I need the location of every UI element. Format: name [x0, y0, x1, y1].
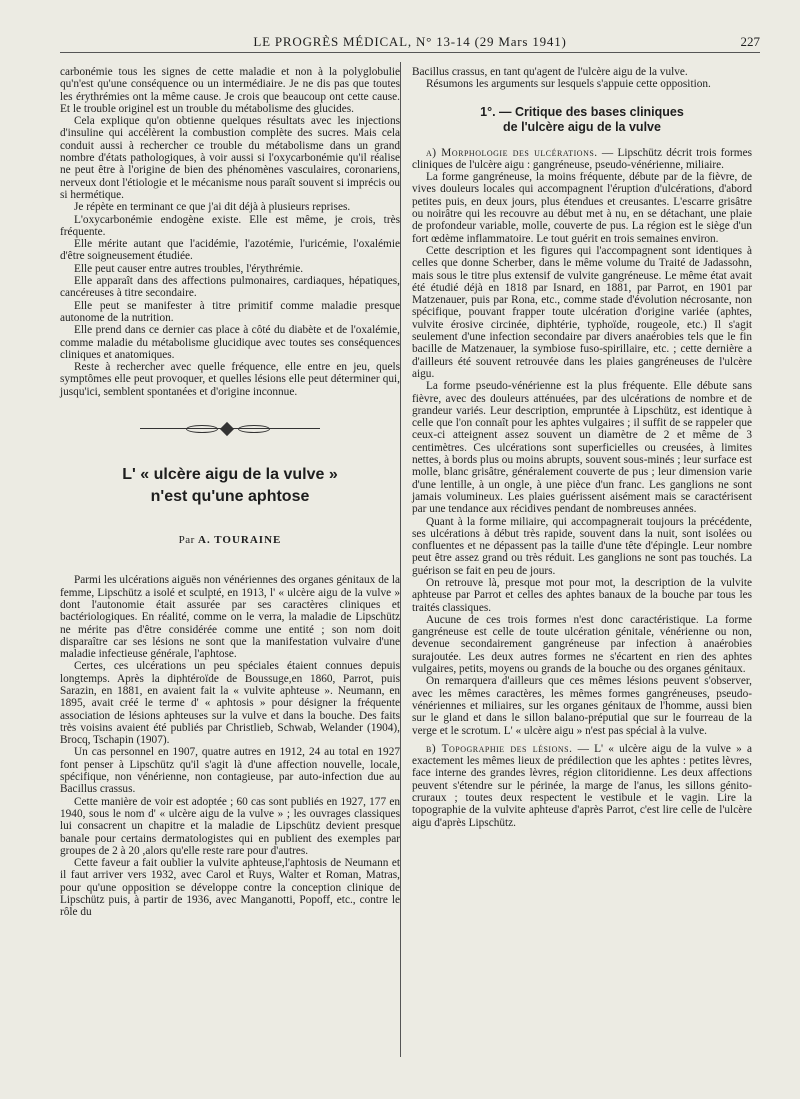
paragraph: Elle apparaît dans des affections pulmonaires, cardiaques, hépatiques, cancéreuses à titre secondaire. [60, 275, 400, 300]
subsection-b-text: — L' « ulcère aigu de la vulve » a exactement les mêmes lieux de prédilection que les aphtes : petites lèvres, face interne des grandes lèvres, région clitoridienne. Les deux affections peuvent s'étendre sur le périnée, la marge de l'anus, les sillons génito-cruraux ; toutes deux respectent le vestibule et le vagin. Lire la topographie de la vulvite aphteuse d'après Parrot, c'est lire celle de l'ulcère aigu d'après Lipschütz. [412, 742, 752, 829]
section-heading-line-2: de l'ulcère aigu de la vulve [503, 119, 661, 134]
section-heading [412, 105, 752, 135]
paragraph: Parmi les ulcérations aiguës non vénériennes des organes génitaux de la femme, Lipschütz a isolé et sculpté, en 1913, l' « ulcère aigu de la vulve » dont l'autonomie était assurée par ses caractères cliniques et bactériologiques. En réalité, comme on le verra, la maladie de Lipschütz ne mérite pas d'être considérée comme une entité ; son nom doit disparaître car ses lésions ne sont que la manifestation vulvaire d'une maladie infectieuse générale, l'aphtose. [60, 574, 400, 661]
subsection-b-label: b) Topographie des lésions. [426, 742, 573, 755]
section-ornament [140, 420, 320, 438]
page-number: 227 [740, 34, 760, 49]
left-column [60, 66, 400, 919]
paragraph: L'oxycarbonémie endogène existe. Elle est même, je crois, très fréquente. [60, 213, 400, 238]
journal-title: LE PROGRÈS MÉDICAL, N° 13-14 (29 Mars 1941) [253, 34, 567, 49]
paragraph: On remarquera d'ailleurs que ces mêmes lésions peuvent s'observer, avec les mêmes caractères, les mêmes formes gangréneuses, pseudo-vénériennes et miliaires, sur les organes génitaux de l'homme, aussi bien sur le gland et dans le sillon balano-préputial que sur le fourreau de la verge et le scrotum. L' « ulcère aigu » n'est pas spécial à la vulve. [412, 675, 752, 737]
paragraph: La forme gangréneuse, la moins fréquente, débute par de la fièvre, de vives douleurs locales qui accompagnent l'éruption d'ulcérations, d'abord petites puis, en deux jours, plus étendues et creusantes. L'escarre grisâtre ou noirâtre qui les recouvre au début met à nu, en se détachant, une plaie de profondeur variable, molle, couverte de pus. La région est le siège d'un fort œdème inflammatoire. Le tout guérit en trois semaines environ. [412, 171, 752, 245]
paragraph: Certes, ces ulcérations un peu spéciales étaient connues depuis longtemps. Après la diphtéroïde de Boussuge,en 1860, Parrot, puis Sarazin, en 1881, en avaient fait la « vulvite aphteuse ». Neumann, en 1895, avait créé le terme d' « aphtosis » pour désigner la fréquente association de lésions aphteuses sur la vulve et dans la bouche. Des faits très voisins avaient été publiés par Christlieb, Schwab, Welander (1904), Brocq, Tschapin (1907). [60, 660, 400, 747]
subsection-a-label: a) Morphologie des ulcérations. [426, 146, 598, 159]
paragraph: La forme pseudo-vénérienne est la plus fréquente. Elle débute sans fièvre, avec des douleurs atténuées, par des ulcérations de nombre et de grandeur variés. Leur description, empruntée à Lipschütz, est identique à celle que l'on connaît pour les aphtes vulgaires ; il suffit de se rappeler que ceux-ci atteignent assez souvent un diamètre de 2 et même de 3 centimètres. Ces ulcérations sont superficielles ou creusées, à limites nettes, à bords plus ou moins abrupts, souvent sous-minés ; leur surface est molle, blanc grisâtre, généralement couverte de pus ; leur dimension varie d'une lentille, à un ongle, à une pièce d'un franc. Les ganglions ne sont jamais volumineux. Les plaies guérissent aisément mais se caractérisent par une tendance aux récidives pendant de nombreuses années. [412, 380, 752, 516]
byline [60, 534, 400, 546]
byline-prefix: Par [178, 534, 195, 547]
article-title [60, 464, 400, 508]
paragraph: Elle mérite autant que l'acidémie, l'azotémie, l'uricémie, l'oxalémie d'être soigneusement étudiée. [60, 238, 400, 263]
paragraph: Bacillus crassus, en tant qu'agent de l'ulcère aigu de la vulve. [412, 66, 688, 78]
section-heading-line-1: 1°. — Critique des bases cliniques [480, 104, 684, 119]
paragraph: Cette manière de voir est adoptée ; 60 cas sont publiés en 1927, 177 en 1940, sous le nom d' « ulcère aigu de la vulve » ; les ouvrages classiques lui consacrent un chapitre et la maladie de Lipschütz devient presque banale pour certains dermatologistes qui en publient des exemples par groupes de 2 à 20 ,alors qu'elle reste rare pour d'autres. [60, 795, 400, 857]
paragraph: Elle peut causer entre autres troubles, l'érythrémie. [74, 262, 304, 275]
subsection-a-text: — Lipschütz décrit trois formes cliniques de l'ulcère aigu : gangréneuse, pseudo-vénérienne, miliaire. [412, 146, 752, 171]
paragraph: Résumons les arguments sur lesquels s'appuie cette opposition. [426, 78, 711, 91]
paragraph: On retrouve là, presque mot pour mot, la description de la vulvite aphteuse par Parrot et celles des aphtes banaux de la bouche par tous les traités classiques. [412, 576, 752, 614]
author-name: A. TOURAINE [198, 534, 282, 547]
paragraph: Cela explique qu'on obtienne quelques résultats avec les injections d'insuline qui accélèrent la combustion complète des sucres. Mais cela conduit aussi à rechercher ce trouble du métabolisme dans un grand nombre d'états pathologiques, à voir aussi si l'oxycarbonémie qu'il réalise ne peut être à l'origine de bien des phénomènes vasculaires, coronariens, nerveux dont l'étiologie et le mécanisme nous paraît souvent si imprécis ou si hermétique. [60, 115, 400, 201]
article-title-line-1: L' « ulcère aigu de la vulve » [122, 466, 338, 484]
paragraph: Quant à la forme miliaire, qui accompagnerait toujours la précédente, ses ulcérations à début très rapide, souvent dans la nuit, sont isolées ou confluentes et ne dépassent pas la taille d'une tête d'épingle. Leur nombre peut être assez grand ou très réduit. Les ganglions ne sont pas touchés. La guérison se fait en peu de jours. [412, 515, 752, 577]
paragraph: Elle peut se manifester à titre primitif comme maladie presque autonome de la nutrition. [60, 299, 400, 324]
paragraph: Cette description et les figures qui l'accompagnent sont identiques à celles que donne Scherber, dans le même volume du Traité de Jadassohn, mais sous le titre plus extensif de vulvite gangréneuse. Le même état avait été étudié déjà en 1818 par Isnard, en 1881, par Parrot, en 1901 par Matzenauer, puis par Rona, etc., comme stade d'évolution nécrosante, non spécifique, pouvant frapper toute ulcération d'origine variée (aphtes, vulvite érosive circinée, diphtérie, typhoïde, rougeole, etc.) Il s'agit seulement d'une infection secondaire par divers anaérobies tels que le fin bacille de Matzenauer, la symbiose fuso-spirillaire, etc. ; cette dernière a d'ailleurs été souvent retrouvée dans les plaies gangréneuses de l'ulcère aigu. [412, 244, 752, 380]
paragraph: carbonémie tous les signes de cette maladie et non à la polyglobulie qu'n'est qu'une conséquence ou un intermédiaire. Je ne dis pas que toutes les érythrémies ont la même cause. Je crois que beaucoup ont cette cause. Et le trouble originel est un trouble du métabolisme des glucides. [60, 66, 400, 115]
running-header [60, 34, 760, 53]
article-title-line-2: n'est qu'une aphtose [150, 488, 310, 506]
paragraph: Un cas personnel en 1907, quatre autres en 1912, 24 au total en 1927 font penser à Lipschütz qu'il s'agit là d'une affection nouvelle, locale, spécifique, non vénérienne, non contagieuse, par auto-infection due au Bacillus crassus. [60, 746, 400, 796]
column-divider [400, 62, 401, 1057]
paragraph: Aucune de ces trois formes n'est donc caractéristique. La forme gangréneuse est celle de toute ulcération génitale, vénérienne ou non, devenue secondairement gangréneuse par infection à anaérobies surajoutée. Les deux autres formes ne s'écartent en rien des aphtes vulgaires, petits, moyens ou grands de la bouche ou des organes génitaux. [412, 613, 752, 676]
paragraph: Reste à rechercher avec quelle fréquence, elle entre en jeu, quels symptômes elle peut provoquer, et quelles lésions elle peut déterminer qui, jusqu'ici, semblent spontanées et d'origine inconnue. [60, 361, 400, 398]
right-column [412, 66, 752, 829]
subsection-a [412, 147, 752, 172]
paragraph: Elle prend dans ce dernier cas place à côté du diabète et de l'oxalémie, comme maladie du métabolisme glucidique avec toutes ses conséquences cliniques et anatomiques. [60, 324, 400, 361]
subsection-b [412, 743, 752, 829]
paragraph: Je répète en terminant ce que j'ai dit déjà à plusieurs reprises. [74, 201, 351, 214]
paragraph: Cette faveur a fait oublier la vulvite aphteuse,l'aphtosis de Neumann et il faut arriver vers 1932, avec Carol et Ruys, Walter et Roman, Matras, pour qu'une opposition se développe contre la conception clinique de Lipschütz puis, à partir de 1936, avec Manganotti, Popoff, etc., contre le rôle du [60, 857, 400, 919]
